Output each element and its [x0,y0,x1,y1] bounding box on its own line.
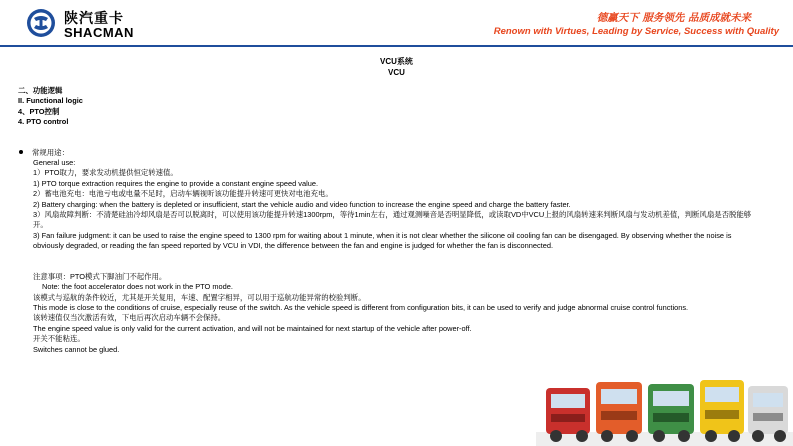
notes-item: 开关不能粘连。 [33,334,85,344]
truck-lineup-illustration [536,370,793,446]
slogan-cn: 德赢天下 服务领先 品质成就未来 [596,12,751,24]
slogan-en: Renown with Virtues, Leading by Service, Success with Quality [493,26,779,37]
general-item: 2) Battery charging: when the battery is depleted or insufficient, start the vehicle audio and video function to increase the engine speed and charge the battery faster. [33,199,571,209]
general-use-label-row [18,148,758,158]
notes-item-en: Note: the foot accelerator does not work in the PTO mode. [42,282,233,292]
title-line-cn: VCU系统 [380,57,413,66]
general-use-label-en: General use: [33,158,76,168]
general-item: 1）PTO取力，要求发动机提供恒定转速值。 [33,168,178,178]
page-title [0,56,793,78]
subsection-heading-en: 4. PTO control [18,117,69,127]
notes-label: 注意事项：PTO模式下脚油门不起作用。 [33,271,167,281]
notes-item: The engine speed value is only valid for the current activation, and will not be maintained for next startup of the vehicle after power-off. [33,323,472,333]
general-item: 3) Fan failure judgment: it can be used to raise the engine speed to 1300 rpm for waiting about 1 minute, when it is not clear whether the silicone oil cooling fan can be disengaged. By observing whether the noise is obviously degraded, or reading the fan speed reported by VCU in VDI, the difference between the fan and engine is judged for whether the fan is disconnected. [33,230,732,251]
general-item: 2）蓄电池充电：电池亏电或电量不足时，启动车辆视听该功能提升转速可更快对电池充电。 [33,189,333,199]
title-line-en: VCU [388,68,405,77]
section-heading-cn: 二、功能逻辑 [18,86,63,95]
general-item: 1) PTO torque extraction requires the engine to provide a constant engine speed value. [33,178,318,188]
subsection-heading-cn: 4、PTO控制 [18,106,60,116]
header-divider [0,45,793,47]
brand-name-en: SHACMAN [64,25,134,40]
shacman-logo-icon [26,8,56,38]
general-item: 3）风扇故障判断：不清楚硅油冷却风扇是否可以脱离时，可以使用该功能提升转速1300rpm，等待1min左右，通过观测噪音是否明显降低，或读取VD中VCU上报的风扇转速来判断风扇与发动机差值，判断风扇是否脱能够开。 [33,210,752,230]
header-bar [0,0,793,44]
notes-item: Switches cannot be glued. [33,344,120,354]
bullet-icon [19,150,23,154]
section-heading-en: II. Functional logic [18,96,83,106]
notes-item: This mode is close to the conditions of cruise, especially reuse of the switch. As the vehicle speed is different from configuration bits, it can be used to verify and judge abnormal cruise control functions. [33,302,689,312]
brand-name-cn: 陕汽重卡 [64,11,124,27]
notes-item: 该模式与巡航的条件较近，尤其是开关复用，车速、配置字相异，可以用于巡航功能异常的校验判断。 [33,292,366,302]
notes-item: 该转速值仅当次激活有效，下电后再次启动车辆不会保持。 [33,313,226,323]
general-use-label-cn: 常规用途： [32,147,69,157]
document-body [18,86,758,355]
